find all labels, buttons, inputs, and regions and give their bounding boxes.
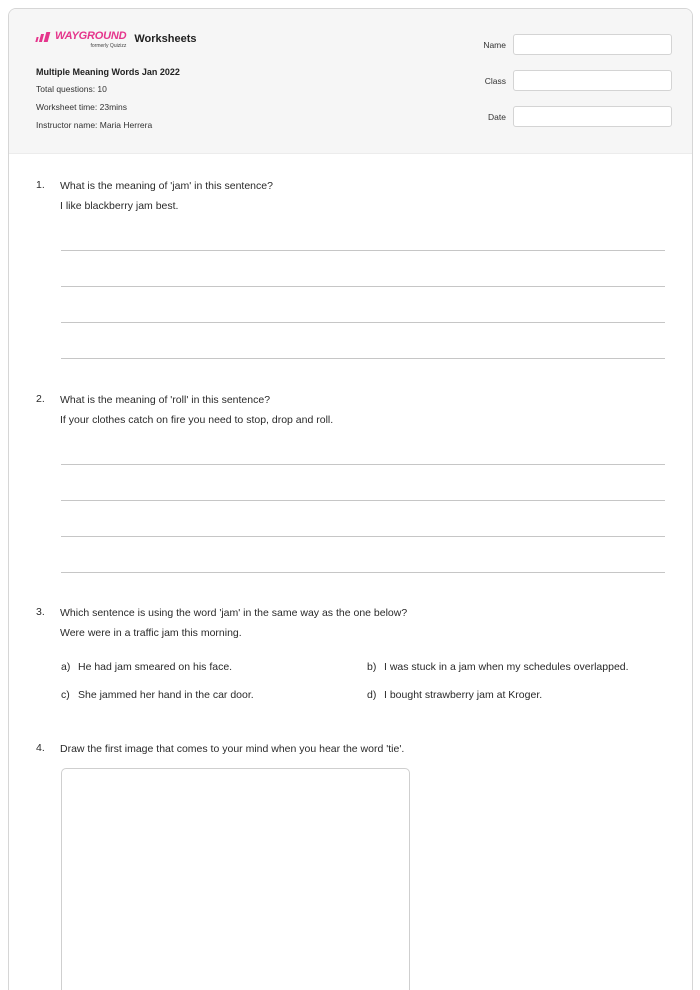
question-sentence: If your clothes catch on fire you need to stop, drop and roll. (60, 414, 334, 426)
option-d[interactable] (367, 689, 542, 701)
drawing-area[interactable] (61, 768, 410, 990)
answer-line[interactable] (61, 358, 665, 359)
option-letter: b) (367, 661, 377, 673)
instructor-name: Instructor name: Maria Herrera (36, 120, 153, 130)
wayground-logo (36, 31, 126, 49)
question-number: 3. (36, 606, 45, 618)
question-text: What is the meaning of 'jam' in this sentence? (60, 180, 273, 192)
worksheet-page (8, 8, 693, 990)
option-letter: c) (61, 689, 70, 701)
answer-line[interactable] (61, 500, 665, 501)
option-letter: a) (61, 661, 71, 673)
option-text: I was stuck in a jam when my schedules overlapped. (384, 661, 629, 673)
worksheet-time: Worksheet time: 23mins (36, 102, 128, 112)
class-input[interactable] (513, 70, 672, 91)
question-text: What is the meaning of 'roll' in this sentence? (60, 394, 271, 406)
option-b[interactable] (367, 661, 629, 673)
total-questions: Total questions: 10 (36, 84, 107, 94)
worksheet-title: Multiple Meaning Words Jan 2022 (36, 67, 180, 77)
answer-line[interactable] (61, 250, 665, 251)
name-field-row (464, 34, 672, 55)
question-number: 2. (36, 393, 45, 405)
option-text: He had jam smeared on his face. (78, 661, 233, 673)
answer-line[interactable] (61, 322, 665, 323)
logo-wordmark: WAYGROUND (55, 30, 127, 42)
question-number: 4. (36, 742, 45, 754)
question-sentence: Were were in a traffic jam this morning. (60, 627, 242, 639)
worksheet-meta (36, 66, 180, 131)
worksheet-header (9, 9, 692, 154)
option-a[interactable] (61, 661, 232, 673)
name-input[interactable] (513, 34, 672, 55)
date-label: Date (488, 111, 506, 122)
date-input[interactable] (513, 106, 672, 127)
answer-line[interactable] (61, 572, 665, 573)
class-field-row (464, 70, 672, 91)
logo-subtext: formerly Quizizz (90, 43, 127, 49)
answer-line[interactable] (61, 286, 665, 287)
question-text: Draw the first image that comes to your mind when you hear the word 'tie'. (60, 743, 405, 755)
date-field-row (464, 106, 672, 127)
answer-line[interactable] (61, 464, 665, 465)
name-label: Name (483, 39, 506, 50)
option-text: I bought strawberry jam at Kroger. (384, 689, 543, 701)
option-text: She jammed her hand in the car door. (78, 689, 254, 701)
option-letter: d) (367, 689, 377, 701)
question-sentence: I like blackberry jam best. (60, 200, 179, 212)
question-number: 1. (36, 179, 45, 191)
answer-line[interactable] (61, 536, 665, 537)
product-name: Worksheets (134, 33, 197, 45)
brand (36, 31, 196, 49)
question-text: Which sentence is using the word 'jam' in the same way as the one below? (60, 607, 408, 619)
option-c[interactable] (61, 689, 254, 701)
logo-mark-icon (36, 32, 52, 42)
class-label: Class (484, 75, 506, 86)
student-info-fields (464, 34, 672, 142)
